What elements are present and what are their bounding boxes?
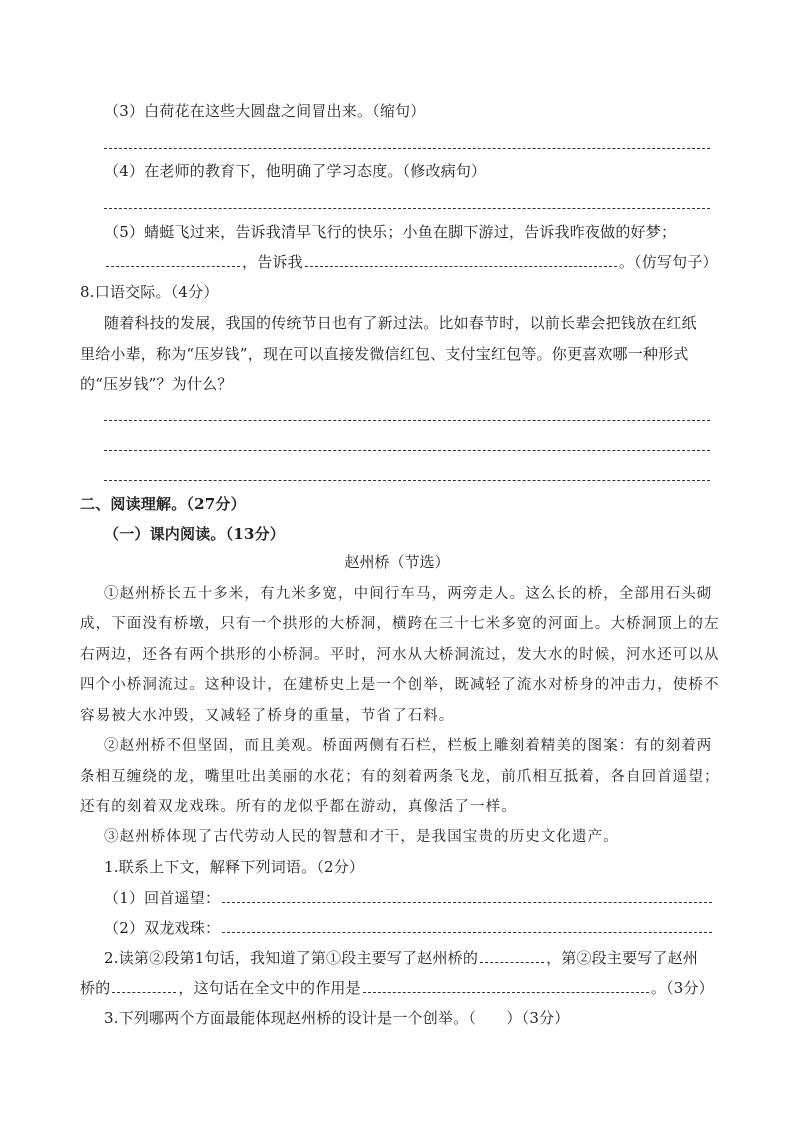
q2-text-a: 2.读第②段第1句话，我知道了第①段主要写了赵州桥的 (104, 949, 479, 967)
fill-blank-q5-b[interactable] (305, 252, 617, 267)
fill-blank-q1a[interactable] (222, 888, 712, 903)
reading-question-1b (104, 918, 714, 938)
passage-p3-line-1: ③赵州桥体现了古代劳动人民的智慧和才干，是我国宝贵的历史文化遗产。 (104, 829, 619, 845)
section-2-heading: 二、阅读理解。（27分） (80, 495, 246, 513)
reading-question-2-line-1 (104, 948, 698, 968)
question-8-heading: 8.口语交际。（4分） (80, 283, 219, 301)
fill-blank-q2-c[interactable] (363, 978, 649, 993)
fill-blank-q2-a[interactable] (480, 948, 544, 963)
fill-blank-q5-a[interactable] (106, 252, 240, 267)
question-8-para-1: 随着科技的发展，我国的传统节日也有了新过法。比如春节时，以前长辈会把钱放在红纸 (104, 314, 697, 332)
q5-mid-text: ，告诉我 (242, 253, 303, 271)
reading-question-3: 3.下列哪两个方面最能体现赵州桥的设计是一个创举。（ ）（3分） (104, 1009, 570, 1027)
answer-blank-q8-3[interactable] (104, 480, 710, 481)
fill-blank-q2-b[interactable] (112, 978, 176, 993)
reading-question-1-heading: 1.联系上下文，解释下列词语。（2分） (104, 858, 365, 876)
passage-p1-line-5: 容易被大水冲毁，又减轻了桥身的重量，节省了石料。 (80, 708, 455, 724)
section-2-subheading: （一）课内阅读。（13分） (104, 525, 285, 543)
fill-blank-q1b[interactable] (222, 918, 712, 933)
passage-p1-line-1: ①赵州桥长五十多米，有九米多宽，中间行车马，两旁走人。这么长的桥，全部用石头砌 (104, 586, 713, 602)
question-8-para-2: 里给小辈，称为“压岁钱”，现在可以直接发微信红包、支付宝红包等。你更喜欢哪一种形式 (80, 345, 689, 363)
q5-tail-text: 。（仿写句子） (618, 253, 718, 271)
answer-blank-q4[interactable] (104, 208, 710, 209)
passage-p1-line-2: 成，下面没有桥墩，只有一个拱形的大桥洞，横跨在三十七米多宽的河面上。大桥洞顶上的左 (80, 616, 720, 632)
passage-p2-line-3: 还有的刻着双龙戏珠。所有的龙似乎都在游动，真像活了一样。 (80, 799, 517, 815)
q2-text-b: ，第②段主要写了赵州 (546, 949, 699, 967)
reading-question-1a (104, 888, 714, 908)
q2-text-d: ，这句话在全文中的作用是 (178, 979, 361, 997)
passage-p2-line-2: 条相互缠绕的龙，嘴里吐出美丽的水花；有的刻着两条飞龙，前爪相互抵着，各自回首遥望； (80, 769, 720, 785)
q2-text-e: 。（3分） (650, 979, 714, 997)
question-5-fill-line (104, 252, 718, 272)
answer-blank-q8-2[interactable] (104, 450, 710, 451)
q1b-label: （2）双龙戏珠： (104, 919, 221, 937)
passage-p2-line-1: ②赵州桥不但坚固，而且美观。桥面两侧有石栏，栏板上雕刻着精美的图案：有的刻着两 (104, 738, 713, 754)
reading-question-2-line-2 (80, 978, 714, 998)
question-8-para-3: 的“压岁钱”？为什么？ (80, 375, 233, 393)
passage-title: 赵州桥（节选） (344, 553, 450, 571)
q1a-label: （1）回首遥望： (104, 889, 221, 907)
passage-p1-line-3: 右两边，还各有两个拱形的小桥洞。平时，河水从大桥洞流过，发大水的时候，河水还可以从 (80, 647, 720, 663)
q2-text-c: 桥的 (80, 979, 111, 997)
passage-p1-line-4: 四个小桥洞流过。这种设计，在建桥史上是一个创举，既减轻了流水对桥身的冲击力，使桥不 (80, 677, 720, 693)
question-4-sentence: （4）在老师的教育下，他明确了学习态度。（修改病句） (104, 162, 487, 180)
answer-blank-q8-1[interactable] (104, 420, 710, 421)
answer-blank-q3[interactable] (104, 148, 710, 149)
question-3-sentence: （3）白荷花在这些大圆盘之间冒出来。（缩句） (104, 102, 426, 120)
question-5-sentence: （5）蜻蜓飞过来，告诉我清早飞行的快乐；小鱼在脚下游过，告诉我昨夜做的好梦； (104, 223, 677, 241)
